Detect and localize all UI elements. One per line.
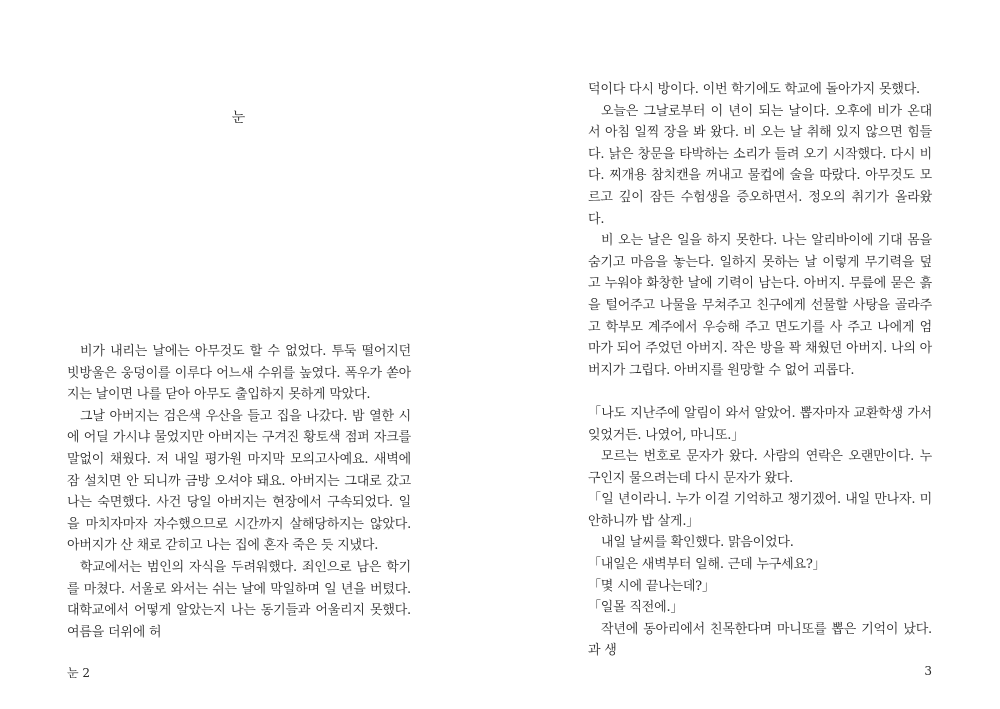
dialogue-line: 「내일은 새벽부터 일해. 근데 누구세요?」 (588, 557, 826, 573)
page-number-left: 눈 2 (67, 666, 91, 680)
dialogue-line: 「나도 지난주에 알림이 와서 알았어. 뽑자마자 교환학생 가서 잊었거든. 나였어, 마니또.」 (588, 405, 932, 443)
paragraph: 모르는 번호로 문자가 왔다. 사람의 연락은 오랜만이다. 누구인지 물으려는데 다시 문자가 왔다. (588, 449, 932, 486)
paragraph: 학교에서는 범인의 자식을 두려워했다. 죄인으로 남은 학기를 마쳤다. 서울로 와서는 쉬는 날에 막일하며 일 년을 버텼다. 대학교에서 어떻게 알았는지 나는 동기들과 어울리지 못했다. 여름을 더위에 허 (67, 559, 411, 640)
dialogue-line: 「일 년이라니. 누가 이걸 기억하고 챙기겠어. 내일 만나자. 미안하니까 밥 살게.」 (588, 492, 932, 529)
dialogue-line: 「일몰 직전에.」 (588, 600, 684, 616)
paragraph: 덕이다 다시 방이다. 이번 학기에도 학교에 돌아가지 못했다. (588, 82, 920, 97)
right-page (500, 0, 1000, 709)
right-page-body (588, 79, 932, 662)
paragraph: 그날 아버지는 검은색 우산을 들고 집을 나갔다. 밤 열한 시에 어딜 가시냐 물었지만 아버지는 구겨진 황토색 점퍼 자크를 말없이 채웠다. 저 내일 평가원 마지막 모의고사예요. 새벽에 잠 설치면 안 되니까 금방 오셔야 돼요. 아버지는 그대로 갔고 나는 숙면했다. 사건 당일 아버지는 현장에서 구속되었다. 일을 마치자마자 자수했으므로 시간까지 살해당하지는 않았다. 아버지가 산 채로 갇히고 나는 집에 혼자 죽은 듯 지냈다. (67, 408, 411, 554)
page-number-right: 3 (924, 664, 932, 678)
paragraph: 작년에 동아리에서 친목한다며 마니또를 뽑은 기억이 났다. 과 생 (588, 621, 932, 659)
paragraph: 비가 내리는 날에는 아무것도 할 수 없었다. 투둑 떨어지던 빗방울은 웅덩이를 이루다 어느새 수위를 높였다. 폭우가 쏟아지는 날이면 나를 닫아 아무도 출입하지 못하게 막았다. (67, 344, 411, 403)
paragraph: 오늘은 그날로부터 이 년이 되는 날이다. 오후에 비가 온대서 아침 일찍 장을 봐 왔다. 비 오는 날 취해 있지 않으면 힘들다. 낡은 창문을 타박하는 소리가 들려 오기 시작했다. 다시 비다. 찌개용 참치캔을 꺼내고 물컵에 술을 따랐다. 아무것도 모르고 깊이 잠든 수험생을 증오하면서. 정오의 취기가 올라왔다. (588, 103, 932, 227)
left-page-body (67, 341, 411, 643)
dialogue-line: 「몇 시에 끝나는데?」 (588, 578, 715, 594)
paragraph: 비 오는 날은 일을 하지 못한다. 나는 알리바이에 기대 몸을 숨기고 마음을 놓는다. 일하지 못하는 날 이렇게 무기력을 덮고 누워야 화창한 날에 기력이 남는다. 아버지. 무릎에 묻은 흙을 털어주고 나물을 무쳐주고 친구에게 선물할 사탕을 골라주고 학부모 계주에서 우승해 주고 면도기를 사 주고 나에게 엄마가 되어 주었던 아버지. 작은 방을 꽉 채웠던 아버지. 나의 아버지가 그립다. 아버지를 원망할 수 없어 괴롭다. (588, 233, 932, 378)
paragraph: 내일 날씨를 확인했다. 맑음이었다. (601, 535, 794, 551)
chapter-title: 눈 (231, 110, 247, 126)
